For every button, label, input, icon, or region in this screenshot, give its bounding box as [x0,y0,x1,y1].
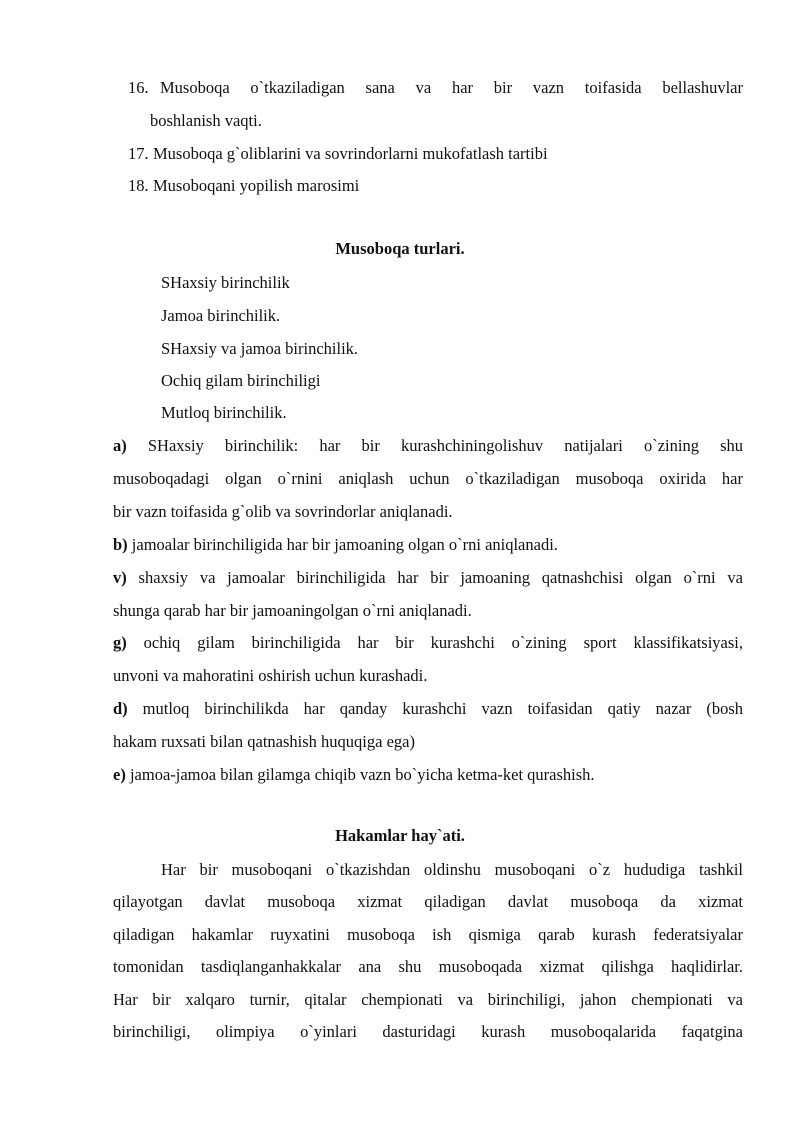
item-label: e) [113,765,126,784]
item-label: b) [113,535,128,554]
competition-type: Mutloq birinchilik. [161,403,287,422]
item-a-line: musoboqadagi olgan o`rnini aniqlash uchun o`tkaziladigan musoboqa oxirida har [113,469,743,488]
competition-type: Jamoa birinchilik. [161,306,281,325]
list-item-text-continued: boshlanish vaqti. [150,111,262,130]
item-label: d) [113,699,128,718]
competition-type: SHaxsiy va jamoa birinchilik. [161,339,359,358]
item-label: v) [113,568,127,587]
paragraph-line: Har bir musoboqani o`tkazishdan oldinshu musoboqani o`z hududiga tashkil [161,860,743,879]
item-g-line: g) ochiq gilam birinchiligida har bir kurashchi o`zining sport klassifikatsiyasi, [113,633,743,652]
list-item-text: Musoboqani yopilish marosimi [153,176,360,195]
item-label: a) [113,436,127,455]
paragraph-line: Har bir xalqaro turnir, qitalar chempionati va birinchiligi, jahon chempionati va [113,990,743,1009]
competition-type: SHaxsiy birinchilik [161,273,290,292]
item-v-line: v) shaxsiy va jamoalar birinchiligida har bir jamoaning qatnashchisi olgan o`rni va [113,568,743,587]
list-item-text: Musoboqa g`oliblarini va sovrindorlarni mukofatlash tartibi [153,144,548,163]
item-label: g) [113,633,127,652]
item-a-line: a) SHaxsiy birinchilik: har bir kurashchiningolishuv natijalari o`zining shu [113,436,743,455]
list-item-text: Musoboqa o`tkaziladigan sana va har bir vazn toifasida bellashuvlar [160,78,743,97]
item-v-line: shunga qarab har bir jamoaningolgan o`rni aniqlanadi. [113,601,472,620]
item-d-line: d) mutloq birinchilikda har qanday kurashchi vazn toifasidan qatiy nazar (bosh [113,699,743,718]
item-d-line: hakam ruxsati bilan qatnashish huquqiga ega) [113,732,415,751]
item-a-line: bir vazn toifasida g`olib va sovrindorlar aniqlanadi. [113,502,453,521]
paragraph-line: qilayotgan davlat musoboqa xizmat qiladigan davlat musoboqa da xizmat [113,892,743,911]
list-number: 16. [128,78,149,97]
section-heading-hakamlar-hayati: Hakamlar hay`ati. [335,826,465,845]
paragraph-line: qiladigan hakamlar ruyxatini musoboqa ish qismiga qarab kurash federatsiyalar [113,925,743,944]
list-number: 17. [128,144,149,163]
item-g-line: unvoni va mahoratini oshirish uchun kurashadi. [113,666,428,685]
paragraph-line: birinchiligi, olimpiya o`yinlari dasturidagi kurash musoboqalarida faqatgina [113,1022,743,1041]
section-heading-musoboqa-turlari: Musoboqa turlari. [335,239,465,258]
paragraph-line: tomonidan tasdiqlanganhakkalar ana shu musoboqada xizmat qilishga haqlidirlar. [113,957,743,976]
item-e-line: e) jamoa-jamoa bilan gilamga chiqib vazn bo`yicha ketma-ket qurashish. [113,765,595,784]
list-number: 18. [128,176,149,195]
item-b-line: b) jamoalar birinchiligida har bir jamoaning olgan o`rni aniqlanadi. [113,535,558,554]
competition-type: Ochiq gilam birinchiligi [161,371,321,390]
